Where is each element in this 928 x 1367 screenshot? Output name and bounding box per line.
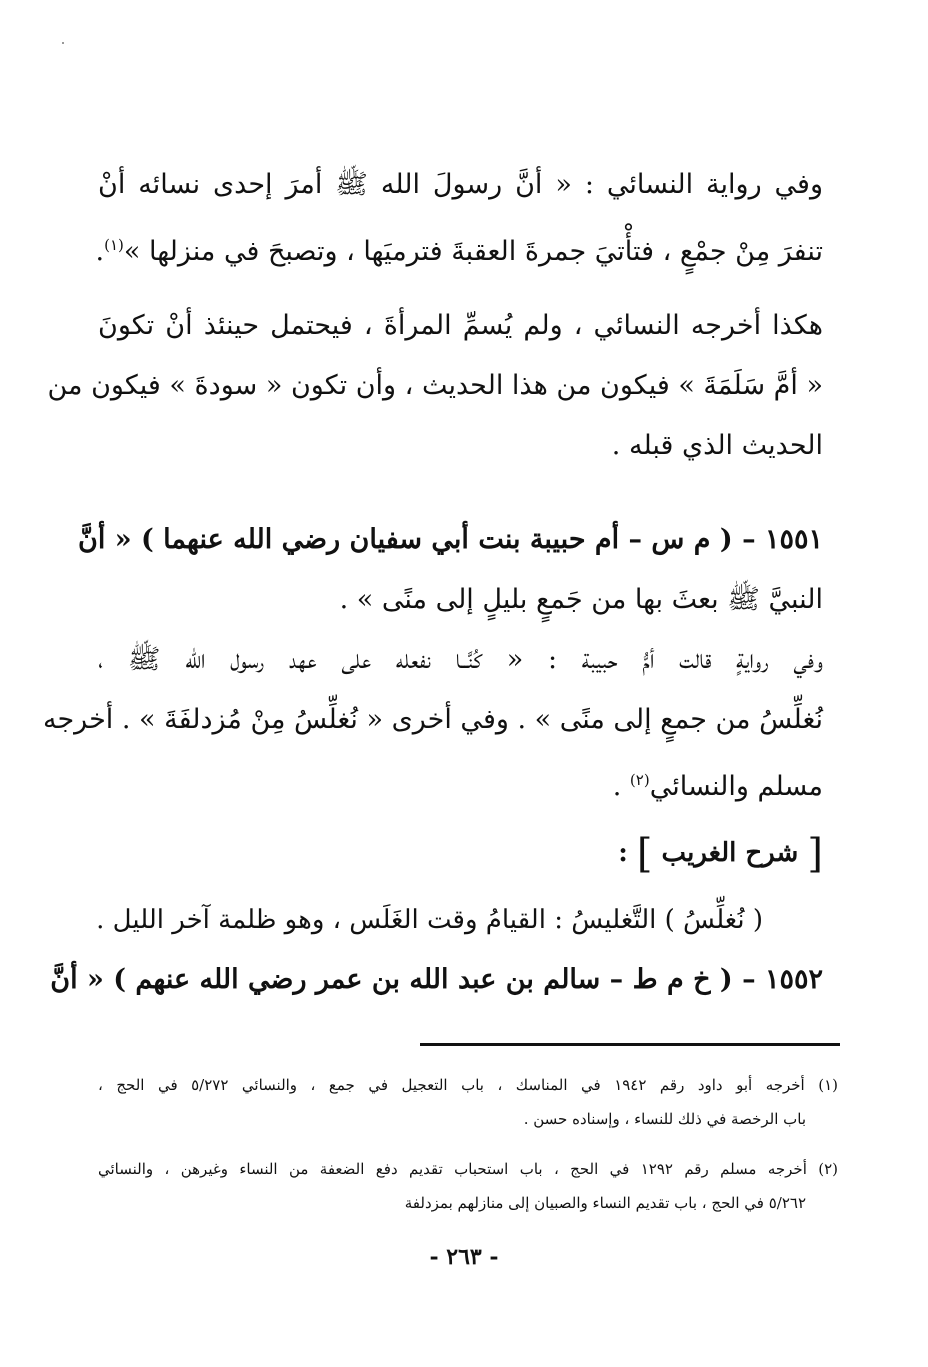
period: . [95,236,105,267]
text-line: وفي روايةٍ قالت أمُّ حبيبة : « كُنَّــا نفعله على عهد رسول الله ﷺ ، [98,644,823,675]
text-line: نُغلِّسُ من جمعٍ إلى منًى » . وفي أخرى « نُغلِّسُ مِنْ مُزدلفَةَ » . أخرجه [43,704,823,735]
hadith-heading-line: ١٥٥٢ – ( خ م ط – سالم بن عبد الله بن عمر رضي الله عنهم ) « أنَّ [50,964,823,995]
text-line: الحديث الذي قبله . [611,430,823,461]
sharh-gharib-text: ( نُغلِّسُ ) التَّغليسُ : القيامُ وقت الغَلَس ، وهو ظلمة آخر الليل . [96,905,763,935]
text-span: مسلم والنسائي [649,771,823,802]
text-line: وفي رواية النسائي : « أنَّ رسولَ الله ﷺ أمرَ إحدى نسائه أنْ [98,169,823,200]
paragraph-another-narration [43,630,823,810]
hadith-1552 [50,950,823,1010]
text-span: تنفرَ مِنْ جمْعٍ ، فتأْتيَ جمرةَ العقبةَ فترميَها ، وتصبحَ في منزلها » [123,236,823,267]
heading-text: شرح الغريب [661,838,799,868]
text-line [95,215,823,275]
footnote-separator [420,1043,840,1046]
footnote-line: (٢) أخرجه مسلم رقم ١٢٩٢ في الحج ، باب استحباب تقديم دفع الضعفة من النساء وغيرهن ، والنسائي [98,1160,839,1178]
text-line: النبيَّ ﷺ بعثَ بها من جَمعٍ بليلٍ إلى منًى » . [339,584,823,615]
sharh-gharib-heading: [ شرح الغريب ] : [618,831,823,877]
footnote-ref-1: (١) [104,236,124,254]
scan-speck [62,42,64,44]
footnote-line: (١) أخرجه أبو داود رقم ١٩٤٢ في المناسك ، باب التعجيل في جمع ، والنسائي ٥/٢٧٢ في الحج ، [98,1076,838,1094]
footnote-1 [98,1068,838,1136]
text-line: هكذا أخرجه النسائي ، ولم يُسمِّ المرأةَ ، فيحتمل حينئذ أنْ تكونَ [98,310,823,341]
footnote-line: ٥/٢٦٢ في الحج ، باب تقديم النساء والصبيان إلى منازلهم بمزدلفة [404,1194,806,1212]
text-line [98,750,823,810]
paragraph-nasai-narration [95,155,823,275]
paragraph-commentary [47,296,823,476]
page-number: - ٢٦٣ - [429,1244,499,1270]
hadith-heading-line: ١٥٥١ – ( م س – أم حبيبة بنت أبي سفيان رضي الله عنهما ) « أنَّ [78,524,823,555]
footnote-line: باب الرخصة في ذلك للنساء ، وإسناده حسن . [523,1110,806,1128]
hadith-1551 [78,510,823,630]
footnote-2 [98,1152,838,1220]
text-line: « أمَّ سَلَمَةَ » فيكون من هذا الحديث ، وأن تكون « سودةَ » فيكون من [47,370,823,401]
period: . [612,771,630,802]
footnote-ref-2: (٢) [629,771,650,789]
